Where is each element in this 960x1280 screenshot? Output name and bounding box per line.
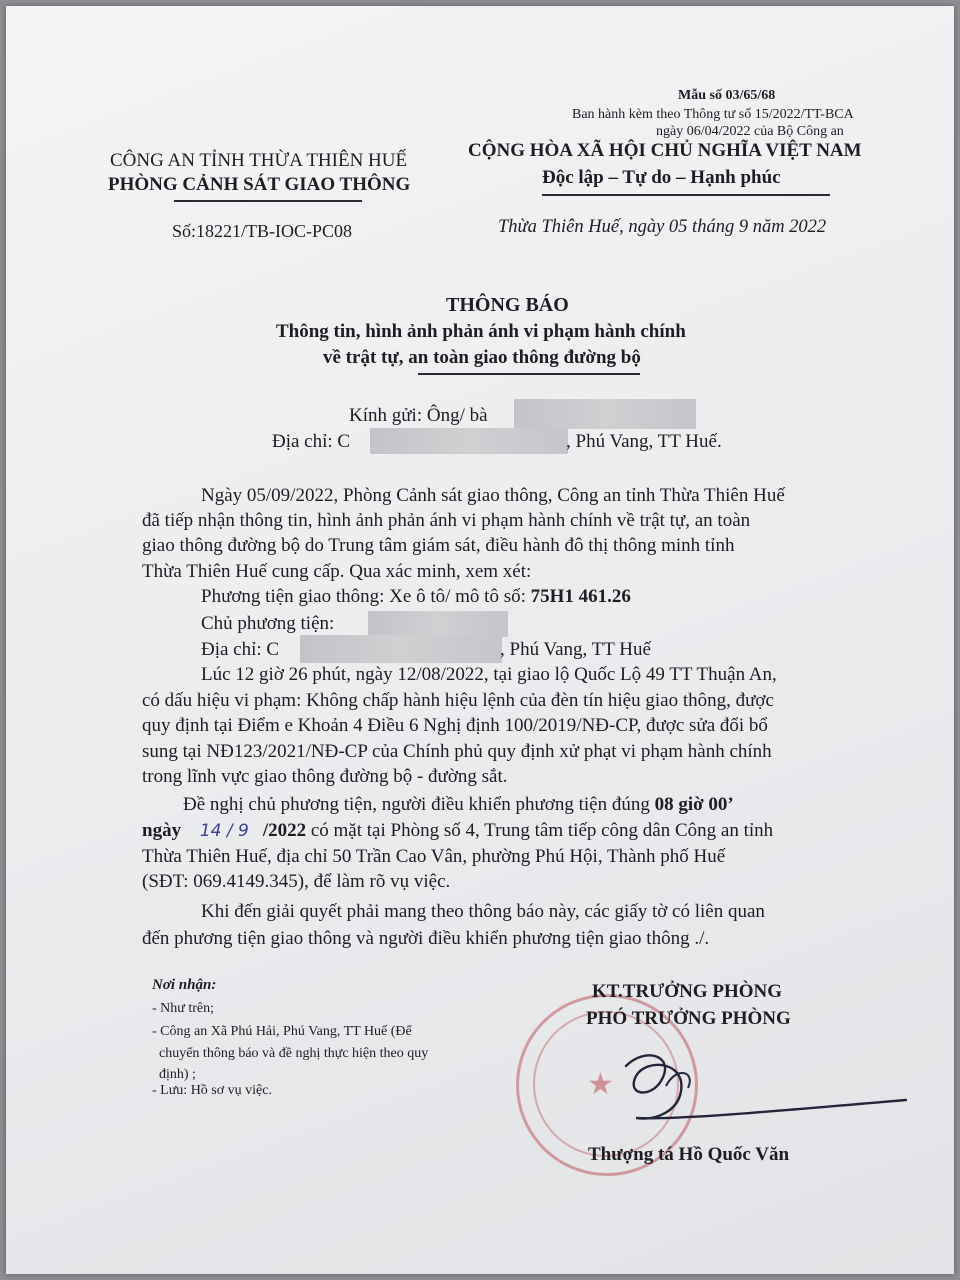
notice-subtitle-2: về trật tự, an toàn giao thông đường bộ [323,347,641,368]
recipient-label: Kính gửi: Ông/ bà [349,405,488,426]
official-seal-icon: ★ [516,994,698,1176]
appointment-year: /2022 [262,820,307,841]
recipient-name-redaction [514,399,696,429]
paragraph-3-line-3: Thừa Thiên Huế, địa chỉ 50 Trần Cao Vân, phường Phú Hội, Thành phố Huế [142,846,726,867]
notice-title: THÔNG BÁO [446,294,569,316]
vehicle-label: Phương tiện giao thông: Xe ô tô/ mô tô số: [201,586,531,607]
paragraph-1-line-3: giao thông đường bộ do Trung tâm giám sát, điều hành đô thị thông minh tỉnh [142,535,735,556]
paragraph-2-line-1: Lúc 12 giờ 26 phút, ngày 12/08/2022, tại giao lộ Quốc Lộ 49 TT Thuận An, [201,664,777,685]
recipients-heading: Nơi nhận: [152,977,217,993]
signature-title-1: KT.TRƯỞNG PHÒNG [592,981,782,1002]
document-number: Số:18221/TB-IOC-PC08 [172,221,353,241]
motto-underline [542,194,830,196]
recipient-address-suffix: , Phú Vang, TT Huế. [566,431,722,452]
appointment-time: 08 giờ 00’ [654,794,734,815]
recipients-item: chuyển thông báo và đề nghị thực hiện theo quy [152,1046,429,1061]
owner-address-prefix: Địa chỉ: C [201,639,280,660]
agency-underline [174,200,362,202]
signature-title-2: PHÓ TRƯỞNG PHÒNG [586,1008,791,1029]
paragraph-1-line-4: Thừa Thiên Huế cung cấp. Qua xác minh, xem xét: [142,561,532,582]
nation-motto: Độc lập – Tự do – Hạnh phúc [542,167,781,188]
paragraph-2-line-5: trong lĩnh vực giao thông đường bộ - đường sắt. [142,766,508,787]
paragraph-2-line-4: sung tại NĐ123/2021/NĐ-CP của Chính phủ quy định xử phạt vi phạm hành chính [142,741,772,762]
paragraph-1-line-2: đã tiếp nhận thông tin, hình ảnh phản ánh vi phạm hành chính về trật tự, an toàn [142,510,751,531]
form-issued-with: Ban hành kèm theo Thông tư số 15/2022/TT-BCA [572,107,854,122]
paragraph-4-line-2: đến phương tiện giao thông và người điều khiển phương tiện giao thông ./. [142,928,710,949]
paragraph-4-line-1: Khi đến giải quyết phải mang theo thông báo này, các giấy tờ có liên quan [201,901,765,922]
recipients-item: - Như trên; [152,1001,215,1016]
form-code: Mẫu số 03/65/68 [678,88,776,103]
owner-address-redaction [300,635,502,663]
recipients-item: định) ; [152,1067,196,1082]
paragraph-3-line-2 [142,820,773,842]
document-page [6,6,954,1274]
owner-name-redaction [368,611,508,637]
owner-address-suffix: , Phú Vang, TT Huế [500,639,651,660]
recipients-item: - Lưu: Hồ sơ vụ việc. [152,1083,272,1098]
handwritten-date: 14 / 9 [199,821,249,841]
handwritten-signature-icon [566,1026,926,1136]
owner-label: Chủ phương tiện: [201,613,335,634]
paragraph-3-text: Đề nghị chủ phương tiện, người điều khiển phương tiện đúng [183,794,655,815]
appointment-day-label: ngày [142,820,182,841]
nation-name: CỘNG HÒA XÃ HỘI CHỦ NGHĨA VIỆT NAM [468,140,862,161]
signer-name: Thượng tá Hồ Quốc Văn [588,1144,790,1165]
paragraph-3-line-1 [183,794,734,816]
title-underline [418,373,640,375]
agency-name: PHÒNG CẢNH SÁT GIAO THÔNG [108,174,411,195]
recipient-address-redaction [370,428,568,454]
vehicle-line [201,586,631,608]
recipients-item: - Công an Xã Phú Hải, Phú Vang, TT Huế (Để [152,1024,412,1039]
form-issued-date: ngày 06/04/2022 của Bộ Công an [656,124,844,139]
paragraph-1-line-1: Ngày 05/09/2022, Phòng Cảnh sát giao thông, Công an tỉnh Thừa Thiên Huế [201,485,785,506]
place-date: Thừa Thiên Huế, ngày 05 tháng 9 năm 2022 [498,217,827,237]
agency-parent: CÔNG AN TỈNH THỪA THIÊN HUẾ [110,150,408,171]
paragraph-3-line-4: (SĐT: 069.4149.345), để làm rõ vụ việc. [142,871,451,892]
appointment-location: có mặt tại Phòng số 4, Trung tâm tiếp công dân Công an tỉnh [306,820,774,841]
recipient-address-prefix: Địa chỉ: C [272,431,351,452]
vehicle-plate: 75H1 461.26 [530,586,631,607]
paragraph-2-line-3: quy định tại Điểm e Khoản 4 Điều 6 Nghị định 100/2019/NĐ-CP, được sửa đổi bổ [142,715,768,736]
paragraph-2-line-2: có dấu hiệu vi phạm: Không chấp hành hiệu lệnh của đèn tín hiệu giao thông, được [142,690,774,711]
notice-subtitle-1: Thông tin, hình ảnh phản ánh vi phạm hành chính [276,321,686,342]
